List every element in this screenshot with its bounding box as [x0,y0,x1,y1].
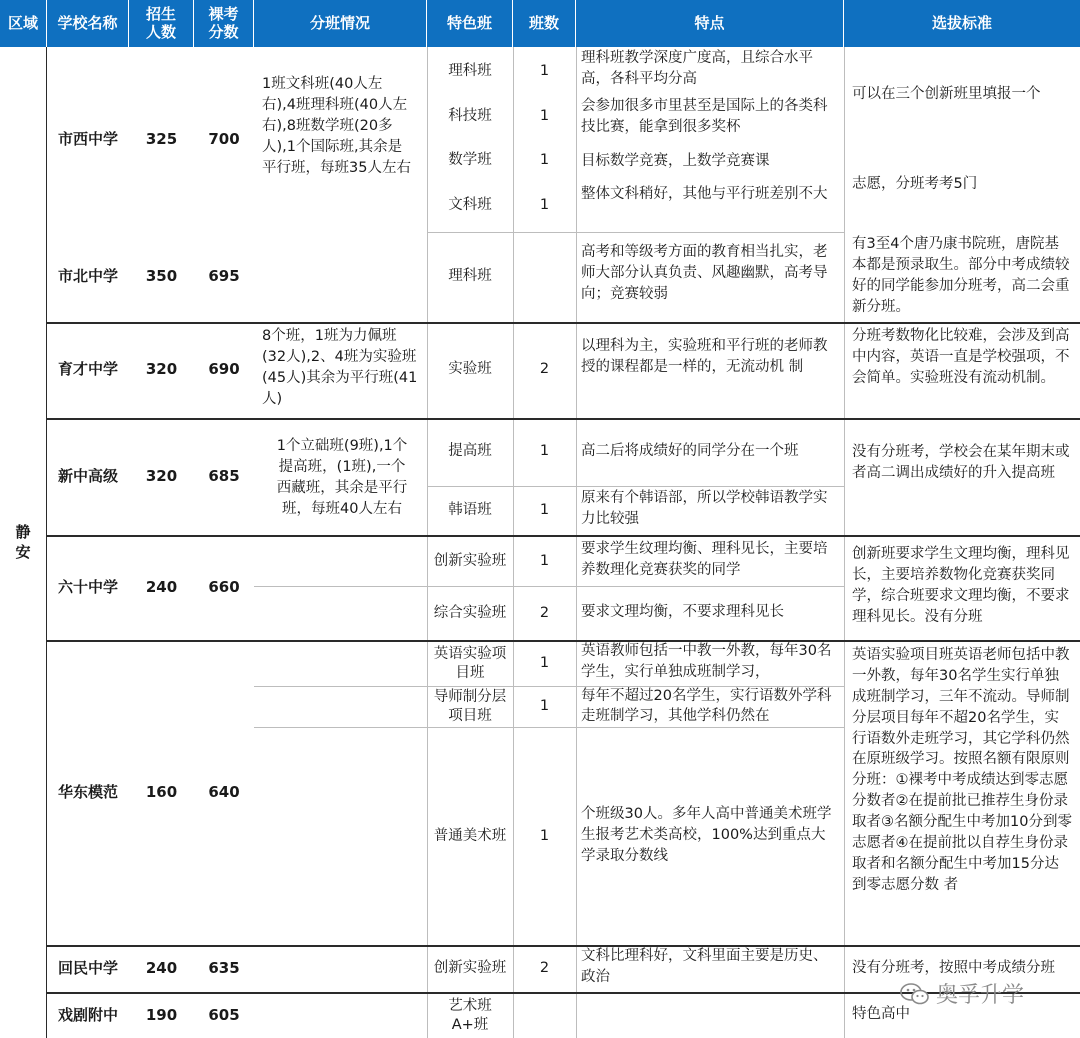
class-trait: 要求学生纹理均衡、理科见长，主要培养数理化竞赛获奖的同学 [581,541,828,579]
feature-class-name: 理科班 [448,268,492,285]
enroll-count: 190 [145,1006,178,1025]
school-name: 育才中学 [57,360,118,379]
enroll-count: 325 [145,129,178,148]
region-cell: 静 安 [15,523,31,561]
class-count: 1 [539,108,550,125]
selection-criteria: 可以在三个创新班里填报一个 [852,86,1041,102]
feature-class-name: 文科班 [448,197,492,214]
selection-criteria: 创新班要求学生文理均衡，理科见长，主要培养数物化竞赛获奖同学，综合班要求文理均衡，不要求理科见长。没有分班 [852,546,1070,626]
feature-class-name: 科技班 [448,108,492,125]
class-count: 1 [539,698,550,715]
feature-class-name: 艺术班 A+班 [448,998,492,1033]
exam-score: 700 [208,129,240,148]
class-trait: 个班级30人。多年人高中普通美术班学生报考艺术类高校，100%达到重点大学录取分数线 [581,806,832,865]
selection-criteria: 英语实验项目班英语老师包括中教一外教，每年30名学生实行单独成班制学习，三年不流动。导师制分层项目每年不超20名学生，实行语数外走班学习，其它学科仍然在原班级学习。按照名额有限原则分班：①裸考中考成绩达到零志愿分数者②在提前批已推荐生身份录取者③名额分配生中考加10分到零志愿者④在提前批以自荐生身份录取者和名额分配生中考加15分达到零志愿分数 者 [852,647,1072,893]
enroll-count: 320 [145,360,178,379]
exam-score: 640 [208,782,240,801]
split-info: 1班文科班(40人左右),4班理科班(40人左右),8班数学班(20多人),1个国际班,其余是平行班，每班35人左右 [262,76,411,177]
header-criteria: 选拔标准 [844,0,1080,47]
class-count: 1 [539,827,550,844]
class-trait: 英语教师包括一中教一外教，每年30名学生，实行单独成班制学习， [581,643,832,681]
watermark [900,978,1024,1009]
school-name: 六十中学 [57,577,118,596]
class-count: 1 [539,152,550,169]
school-name: 新中高级 [57,466,118,485]
class-trait: 目标数学竞赛，上数学竞赛课 [581,153,770,169]
header-score-line2: 分数 [208,22,239,41]
class-count: 1 [539,443,550,460]
class-count: 2 [539,959,550,976]
header-score [194,0,254,47]
selection-criteria: 没有分班考，学校会在某年期末或者高二调出成绩好的升入提高班 [852,444,1070,482]
split-info: 1个立础班(9班),1个提高班，(1班),一个西藏班，其余是平行班，每班40人左右 [276,437,408,518]
class-trait: 整体文科稍好，其他与平行班差别不大 [581,186,828,202]
selection-criteria: 志愿，分班考考5门 [852,176,978,192]
exam-score: 660 [208,577,240,596]
exam-score: 685 [208,466,240,485]
split-info: 8个班，1班为力佩班(32人),2、4班为实验班(45人)其余为平行班(41人) [262,328,418,408]
school-name: 市西中学 [57,129,118,148]
exam-score: 605 [208,1006,240,1025]
enroll-count: 240 [145,577,178,596]
enroll-count: 160 [145,782,178,801]
header-split: 分班情况 [254,0,427,47]
header-enroll [129,0,194,47]
feature-class-name: 提高班 [448,443,492,460]
class-count: 1 [539,197,550,214]
exam-score: 695 [208,267,240,286]
feature-class-name: 实验班 [448,361,492,378]
school-name: 市北中学 [57,267,118,286]
class-trait: 高二后将成绩好的同学分在一个班 [581,443,799,459]
class-count: 2 [539,361,550,378]
header-score-line1: 裸考 [208,5,239,24]
feature-class-name: 普通美术班 [433,827,507,844]
feature-class-name: 导师制分层项目班 [433,689,507,724]
header-class-count: 班数 [513,0,576,47]
header-feature-class: 特色班 [427,0,513,47]
class-trait: 原来有个韩语部，所以学校韩语教学实力比较强 [581,490,828,528]
feature-class-name: 综合实验班 [433,604,507,621]
enroll-count: 320 [145,466,178,485]
feature-class-name: 数学班 [448,152,492,169]
class-trait: 文科比理科好，文科里面主要是历史、政治 [581,948,828,986]
feature-class-name: 创新实验班 [433,959,507,976]
class-count: 1 [539,655,550,672]
header-traits: 特点 [576,0,844,47]
selection-criteria: 分班考数物化比较难，会涉及到高中内容，英语一直是学校强项，不会简单。实验班没有流动机制。 [852,328,1070,387]
wechat-icon [900,982,930,1006]
watermark-brand: 奥孚升学 [936,983,1025,1008]
selection-criteria: 特色高中 [852,1006,910,1022]
feature-class-name: 理科班 [448,63,492,80]
selection-criteria: 没有分班考，按照中考成绩分班 [852,960,1055,976]
feature-class-name: 韩语班 [448,502,492,519]
school-name: 回民中学 [57,958,118,977]
header-enroll-line1: 招生 [145,5,176,24]
school-name: 戏剧附中 [57,1006,118,1025]
class-trait: 以理科为主，实验班和平行班的老师教授的课程都是一样的，无流动机 制 [581,338,828,376]
class-trait: 每年不超过20名学生，实行语数外学科走班制学习，其他学科仍然在 [581,688,832,725]
class-count: 1 [539,502,550,519]
class-count: 2 [539,604,550,621]
header-region: 区域 [0,0,47,47]
exam-score: 635 [208,958,240,977]
class-trait: 理科班教学深度广度高，且综合水平高，各科平均分高 [581,50,813,88]
feature-class-name: 创新实验班 [433,552,507,569]
enroll-count: 350 [145,267,178,286]
enroll-count: 240 [145,958,178,977]
selection-criteria: 有3至4个唐乃康书院班，唐院基本都是预录取生。部分中考成绩较好的同学能参加分班考，高二会重新分班。 [852,236,1070,316]
class-trait: 高考和等级考方面的教育相当扎实，老师大部分认真负责、风趣幽默，高考导向；竞赛较弱 [581,244,828,303]
grid-line [844,47,845,1038]
school-name: 华东模范 [57,782,118,801]
exam-score: 690 [208,360,240,379]
header-school: 学校名称 [47,0,129,47]
class-trait: 要求文理均衡，不要求理科见长 [581,604,784,620]
class-trait: 会参加很多市里甚至是国际上的各类科技比赛，能拿到很多奖杯 [581,98,828,136]
class-count: 1 [539,63,550,80]
class-count: 1 [539,552,550,569]
feature-class-name: 英语实验项目班 [433,646,507,681]
header-enroll-line2: 人数 [145,22,176,41]
